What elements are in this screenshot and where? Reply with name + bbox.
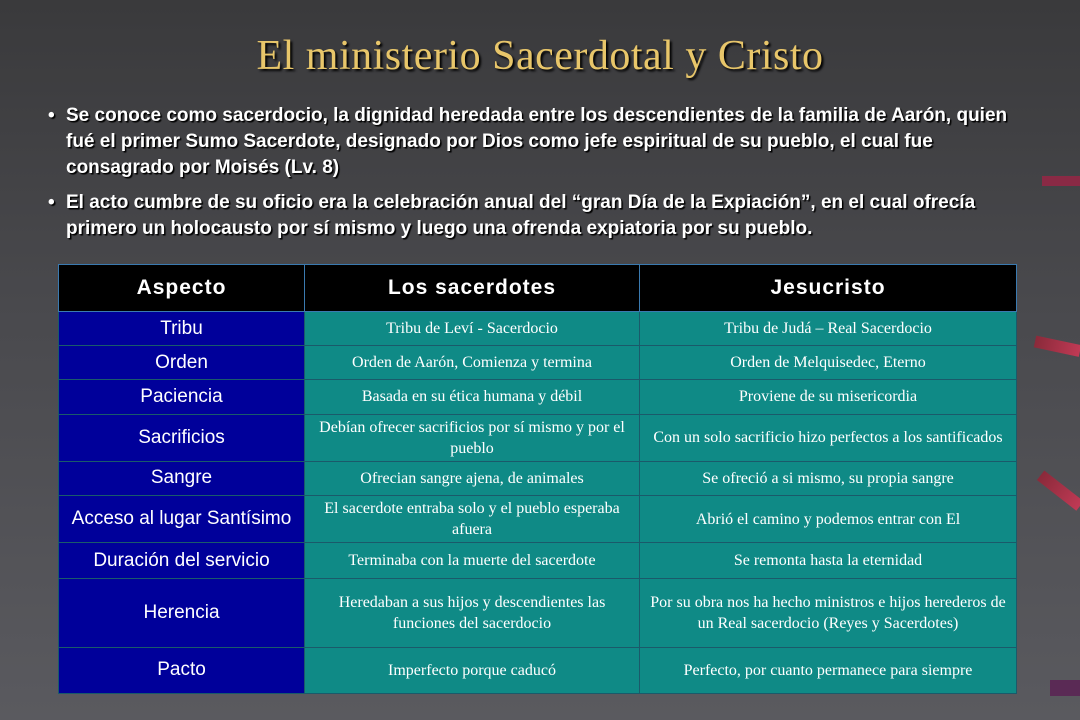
row-sacerdotes: Tribu de Leví - Sacerdocio	[305, 312, 640, 346]
row-aspect: Pacto	[59, 647, 305, 693]
bullet-text: Se conoce como sacerdocio, la dignidad heredada entre los descendientes de la familia de Aarón, quien fué el primer Sumo Sacerdote, designado por Dios como jefe espiritual de su pueblo, el cual fue consagrado por Moisés (Lv. 8)	[66, 105, 1008, 178]
row-aspect: Tribu	[59, 312, 305, 346]
decor-bar	[1050, 680, 1080, 696]
table-row	[59, 346, 1017, 380]
decor-bar	[1042, 176, 1080, 186]
row-sacerdotes: Orden de Aarón, Comienza y termina	[305, 346, 640, 380]
row-jesucristo: Perfecto, por cuanto permanece para siempre	[640, 647, 1017, 693]
row-jesucristo: Por su obra nos ha hecho ministros e hijos herederos de un Real sacerdocio (Reyes y Sacerdotes)	[640, 579, 1017, 647]
row-jesucristo: Con un solo sacrificio hizo perfectos a los santificados	[640, 414, 1017, 461]
header-jesucristo: Jesucristo	[640, 265, 1017, 312]
bullet-item	[48, 103, 1033, 181]
comparison-table	[58, 264, 1017, 694]
decor-bar	[1037, 470, 1080, 510]
bullet-item	[48, 190, 1033, 242]
table-row	[59, 461, 1017, 495]
row-jesucristo: Se remonta hasta la eternidad	[640, 543, 1017, 579]
header-aspecto: Aspecto	[59, 265, 305, 312]
row-jesucristo: Tribu de Judá – Real Sacerdocio	[640, 312, 1017, 346]
row-aspect: Sangre	[59, 461, 305, 495]
header-sacerdotes: Los sacerdotes	[305, 265, 640, 312]
bullet-text: El acto cumbre de su oficio era la celebración anual del “gran Día de la Expiación”, en el cual ofrecía primero un holocausto por sí mismo y luego una ofrenda expiatoria por su pueblo.	[66, 192, 976, 239]
decor-bar	[1034, 336, 1080, 357]
row-aspect: Sacrificios	[59, 414, 305, 461]
row-sacerdotes: Terminaba con la muerte del sacerdote	[305, 543, 640, 579]
row-sacerdotes: Ofrecian sangre ajena, de animales	[305, 461, 640, 495]
row-sacerdotes: Debían ofrecer sacrificios por sí mismo y por el pueblo	[305, 414, 640, 461]
row-aspect: Paciencia	[59, 380, 305, 414]
table-header-row	[59, 265, 1017, 312]
table-row	[59, 380, 1017, 414]
row-aspect: Duración del servicio	[59, 543, 305, 579]
row-aspect: Orden	[59, 346, 305, 380]
bullet-glyph: •	[48, 192, 55, 213]
table-row	[59, 543, 1017, 579]
row-sacerdotes: Basada en su ética humana y débil	[305, 380, 640, 414]
row-jesucristo: Abrió el camino y podemos entrar con El	[640, 495, 1017, 542]
table-row	[59, 414, 1017, 461]
row-sacerdotes: El sacerdote entraba solo y el pueblo esperaba afuera	[305, 495, 640, 542]
table-row	[59, 579, 1017, 647]
table-row	[59, 495, 1017, 542]
row-jesucristo: Se ofreció a si mismo, su propia sangre	[640, 461, 1017, 495]
row-aspect: Acceso al lugar Santísimo	[59, 495, 305, 542]
table-row	[59, 647, 1017, 693]
row-sacerdotes: Heredaban a sus hijos y descendientes las funciones del sacerdocio	[305, 579, 640, 647]
row-sacerdotes: Imperfecto porque caducó	[305, 647, 640, 693]
bullet-glyph: •	[48, 105, 55, 126]
row-jesucristo: Orden de Melquisedec, Eterno	[640, 346, 1017, 380]
row-aspect: Herencia	[59, 579, 305, 647]
slide-title: El ministerio Sacerdotal y Cristo	[256, 33, 824, 79]
table-row	[59, 312, 1017, 346]
bullet-list	[48, 103, 1033, 251]
row-jesucristo: Proviene de su misericordia	[640, 380, 1017, 414]
